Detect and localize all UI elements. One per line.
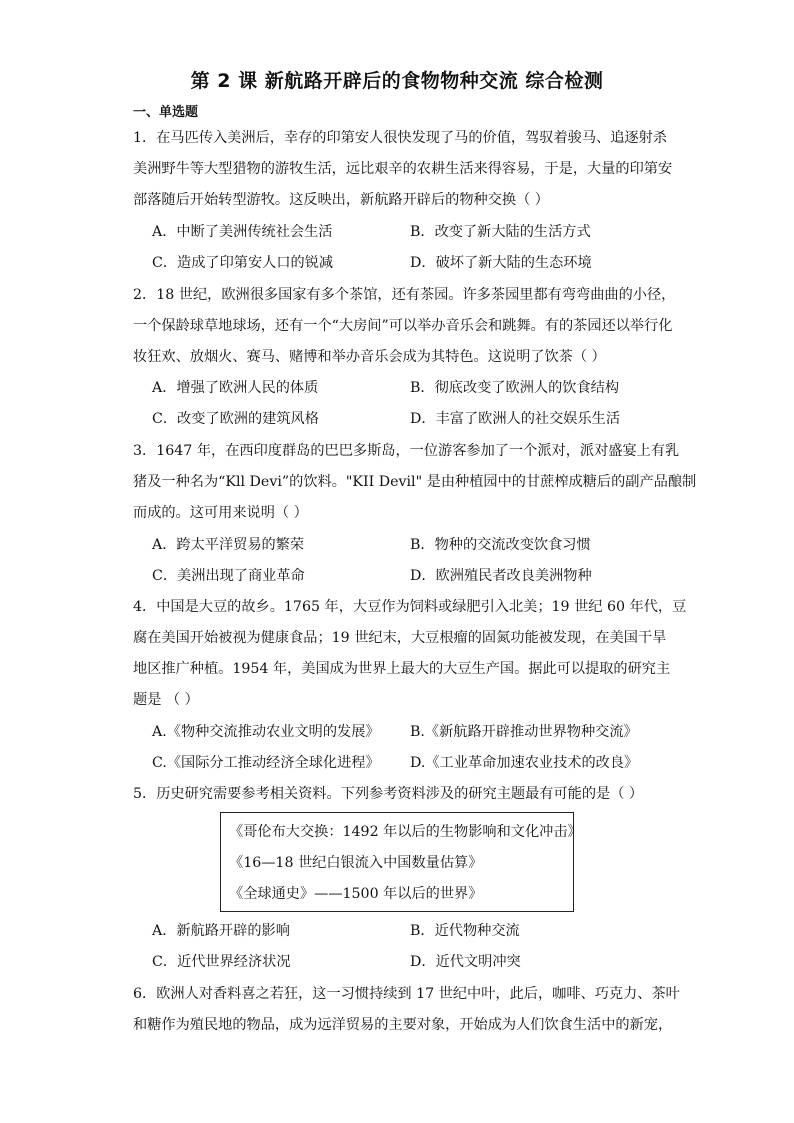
q4-line-4: 题是 （ ）: [133, 692, 199, 708]
q5-option-d[interactable]: D．近代文明冲突: [410, 954, 521, 970]
page-title: 第 2 课 新航路开辟后的食物物种交流 综合检测: [190, 70, 604, 92]
q2-line-2: 一个保龄球草地球场，还有一个“大房间”可以举办音乐会和跳舞。有的茶园还以举行化: [133, 318, 673, 334]
q4-line-2: 腐在美国开始被视为健康食品；19 世纪末，大豆根瘤的固氮功能被发现，在美国干旱: [133, 630, 667, 646]
q5-option-a[interactable]: A．新航路开辟的影响: [152, 923, 290, 939]
q2-option-a[interactable]: A．增强了欧洲人民的体质: [152, 380, 319, 396]
q1-option-b[interactable]: B．改变了新大陆的生活方式: [410, 224, 591, 240]
q1-option-d[interactable]: D．破坏了新大陆的生态环境: [410, 255, 592, 271]
q5-option-b[interactable]: B．近代物种交流: [410, 923, 520, 939]
q2-line-3: 妆狂欢、放烟火、赛马、赌博和举办音乐会成为其特色。这说明了饮茶（ ）: [133, 349, 606, 365]
q4-option-c[interactable]: C.《国际分工推动经济全球化进程》: [152, 755, 380, 771]
q1-line-2: 美洲野牛等大型猎物的游牧生活，远比艰辛的农耕生活来得容易，于是，大量的印第安: [133, 161, 673, 177]
reference-item: 《16—18 世纪白银流入中国数量估算》: [229, 855, 483, 871]
q4-line-1: 4．中国是大豆的故乡。1765 年，大豆作为饲料或绿肥引入北美；19 世纪 60 年代，豆: [133, 599, 687, 615]
reference-item: 《全球通史》——1500 年以后的世界》: [229, 886, 483, 902]
q2-option-d[interactable]: D．丰富了欧洲人的社交娱乐生活: [410, 411, 621, 427]
reference-materials-box: [220, 812, 582, 912]
q4-line-3: 地区推广种植。1954 年，美国成为世界上最大的大豆生产国。据此可以提取的研究主: [133, 661, 671, 677]
q3-option-b[interactable]: B．物种的交流改变饮食习惯: [410, 537, 591, 553]
q2-option-b[interactable]: B．彻底改变了欧洲人的饮食结构: [410, 380, 620, 396]
q3-option-d[interactable]: D．欧洲殖民者改良美洲物种: [410, 568, 592, 584]
q2-line-1: 2．18 世纪，欧洲很多国家有多个茶馆，还有茶园。许多茶园里都有弯弯曲曲的小径，: [133, 287, 676, 303]
q4-option-d[interactable]: D.《工业革命加速农业技术的改良》: [410, 755, 639, 771]
q2-option-c[interactable]: C．改变了欧洲的建筑风格: [152, 411, 319, 427]
q4-option-a[interactable]: A.《物种交流推动农业文明的发展》: [152, 724, 380, 740]
q5-option-c[interactable]: C．近代世界经济状况: [152, 954, 291, 970]
q1-line-3: 部落随后开始转型游牧。这反映出，新航路开辟后的物种交换（ ）: [133, 192, 549, 208]
q5-line-1: 5．历史研究需要参考相关资料。下列参考资料涉及的研究主题最有可能的是（ ）: [133, 786, 644, 802]
q3-line-2: 猪及一种名为“Kll Devi”的饮料。"KII Devil" 是由种植园中的甘蔗榨成糖后的副产品酿制: [133, 474, 697, 490]
section-heading: 一、单选题: [133, 105, 199, 120]
q6-line-1: 6．欧洲人对香料喜之若狂，这一习惯持续到 17 世纪中叶，此后，咖啡、巧克力、茶叶: [133, 986, 680, 1002]
q3-option-c[interactable]: C．美洲出现了商业革命: [152, 568, 305, 584]
q1-option-c[interactable]: C．造成了印第安人口的锐减: [152, 255, 334, 271]
q3-option-a[interactable]: A．跨太平洋贸易的繁荣: [152, 537, 305, 553]
q3-line-3: 而成的。这可用来说明（ ）: [133, 505, 308, 521]
q1-line-1: 1．在马匹传入美洲后，幸存的印第安人很快发现了马的价值，驾驭着骏马、追逐射杀: [133, 130, 667, 146]
q6-line-2: 和糖作为殖民地的物品，成为远洋贸易的主要对象，开始成为人们饮食生活中的新宠，: [133, 1017, 673, 1033]
q1-option-a[interactable]: A．中断了美洲传统社会生活: [152, 224, 333, 240]
q4-option-b[interactable]: B.《新航路开辟推动世界物种交流》: [410, 724, 638, 740]
q3-line-1: 3．1647 年，在西印度群岛的巴巴多斯岛，一位游客参加了一个派对，派对盛宴上有乳: [133, 443, 680, 459]
reference-item: 《哥伦布大交换：1492 年以后的生物影响和文化冲击》: [229, 824, 582, 840]
